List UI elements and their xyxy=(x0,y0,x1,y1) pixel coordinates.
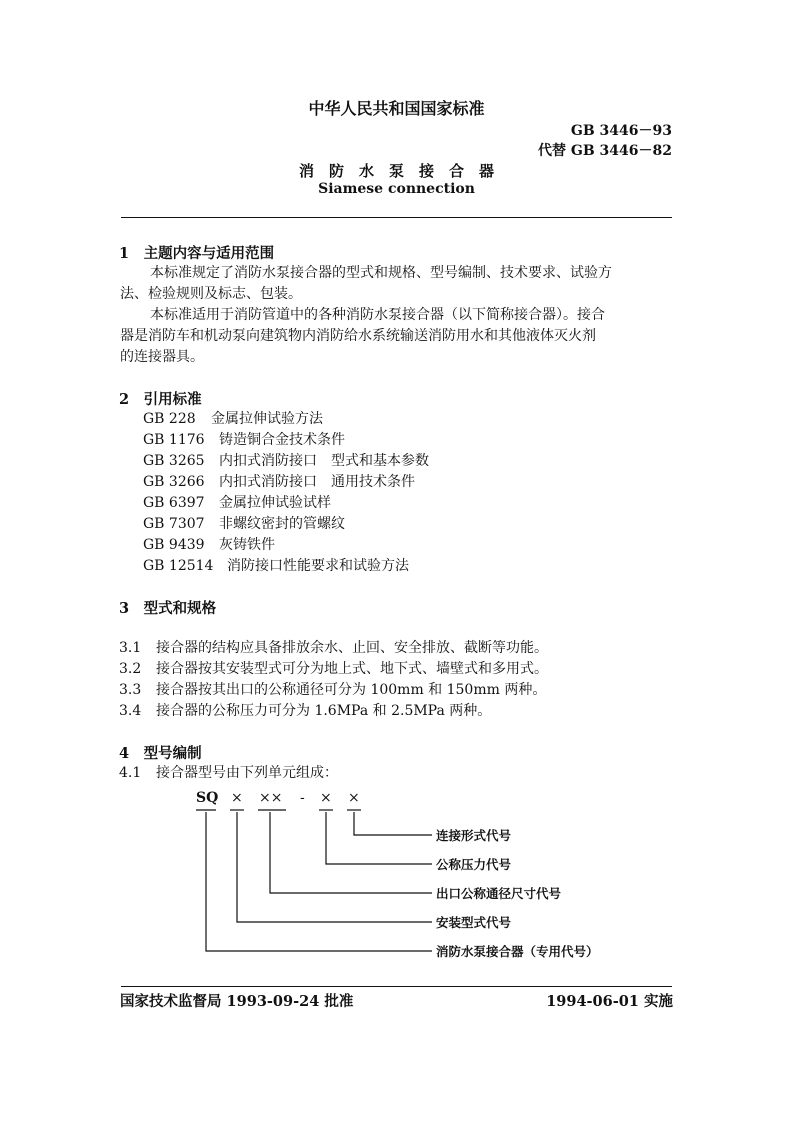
leader-connection xyxy=(354,812,432,835)
replaces-standard: 代替 GB 3446－82 xyxy=(538,143,672,159)
approval-date: 国家技术监督局 1993-09-24 批准 xyxy=(120,993,354,1010)
clause-number: 3.2 xyxy=(119,661,142,677)
diagram-label-diameter: 出口公称通径尺寸代号 xyxy=(436,886,562,901)
diagram-label-connection: 连接形式代号 xyxy=(436,828,512,843)
clause-number: 3.3 xyxy=(119,682,142,698)
reference-code: GB 1176 xyxy=(143,432,205,448)
standard-number: GB 3446－93 xyxy=(570,123,672,139)
clause-number: 3.1 xyxy=(119,640,142,656)
clause-text: 接合器按其安装型式可分为地上式、地下式、墙壁式和多用式。 xyxy=(156,661,548,677)
clause-text: 接合器按其出口的公称通径可分为 100mm 和 150mm 两种。 xyxy=(156,682,547,698)
diagram-mark-connection: × xyxy=(348,790,360,806)
leader-diameter xyxy=(270,812,432,893)
reference-title: 灰铸铁件 xyxy=(219,537,275,553)
reference-code: GB 7307 xyxy=(143,516,205,532)
footer-divider xyxy=(121,986,672,987)
diagram-label-special-code: 消防水泵接合器（专用代号） xyxy=(436,944,599,959)
leader-pressure xyxy=(326,812,432,864)
effective-date: 1994-06-01 实施 xyxy=(546,993,673,1010)
reference-title: 非螺纹密封的管螺纹 xyxy=(219,516,345,532)
reference-title: 消防接口性能要求和试验方法 xyxy=(227,558,409,574)
document-title: 消 防 水 泵 接 合 器 xyxy=(298,162,494,180)
reference-title: 铸造铜合金技术条件 xyxy=(219,432,345,448)
reference-title: 内扣式消防接口 型式和基本参数 xyxy=(219,453,429,469)
diagram-mark-pressure: × xyxy=(320,790,332,806)
reference-title: 金属拉伸试验试样 xyxy=(219,495,331,511)
section-1-paragraph-1-line-1: 本标准规定了消防水泵接合器的型式和规格、型号编制、技术要求、试验方 xyxy=(150,265,612,281)
reference-code: GB 9439 xyxy=(143,537,205,553)
diagram-mark-diameter: ×× xyxy=(259,790,283,806)
section-1-heading: 1 主题内容与适用范围 xyxy=(119,245,275,262)
diagram-label-pressure: 公称压力代号 xyxy=(436,857,512,872)
reference-code: GB 6397 xyxy=(143,495,205,511)
diagram-mark-installation: × xyxy=(231,790,243,806)
section-1-paragraph-2-line-2: 器是消防车和机动泵向建筑物内消防给水系统输送消防用水和其他液体灭火剂 xyxy=(120,328,596,344)
clause-text: 接合器的结构应具备排放余水、止回、安全排放、截断等功能。 xyxy=(156,640,548,656)
leader-special-code xyxy=(206,812,432,951)
section-2-heading: 2 引用标准 xyxy=(119,391,202,408)
diagram-label-installation: 安装型式代号 xyxy=(436,915,512,930)
reference-code: GB 3265 xyxy=(143,453,205,469)
clause-text: 接合器的公称压力可分为 1.6MPa 和 2.5MPa 两种。 xyxy=(156,703,492,719)
document-title-english: Siamese connection xyxy=(318,181,475,197)
clause-number: 3.4 xyxy=(119,703,142,719)
clause-number: 4.1 xyxy=(119,765,142,781)
clause-text: 接合器型号由下列单元组成： xyxy=(156,765,338,781)
reference-title: 金属拉伸试验方法 xyxy=(211,411,323,427)
reference-code: GB 12514 xyxy=(143,558,214,574)
diagram-code-sq: SQ xyxy=(196,790,219,806)
section-4-heading: 4 型号编制 xyxy=(119,745,202,762)
org-title: 中华人民共和国国家标准 xyxy=(308,99,485,118)
section-1-paragraph-2-line-3: 的连接器具。 xyxy=(120,349,204,365)
reference-code: GB 228 xyxy=(143,411,196,427)
reference-code: GB 3266 xyxy=(143,474,205,490)
section-1-paragraph-2-line-1: 本标准适用于消防管道中的各种消防水泵接合器（以下简称接合器）。接合 xyxy=(150,307,605,323)
diagram-dash: - xyxy=(300,790,305,806)
reference-title: 内扣式消防接口 通用技术条件 xyxy=(219,474,415,490)
leader-installation xyxy=(237,812,432,922)
section-1-paragraph-1-line-2: 法、检验规则及标志、包装。 xyxy=(120,286,302,302)
section-3-heading: 3 型式和规格 xyxy=(119,600,217,617)
